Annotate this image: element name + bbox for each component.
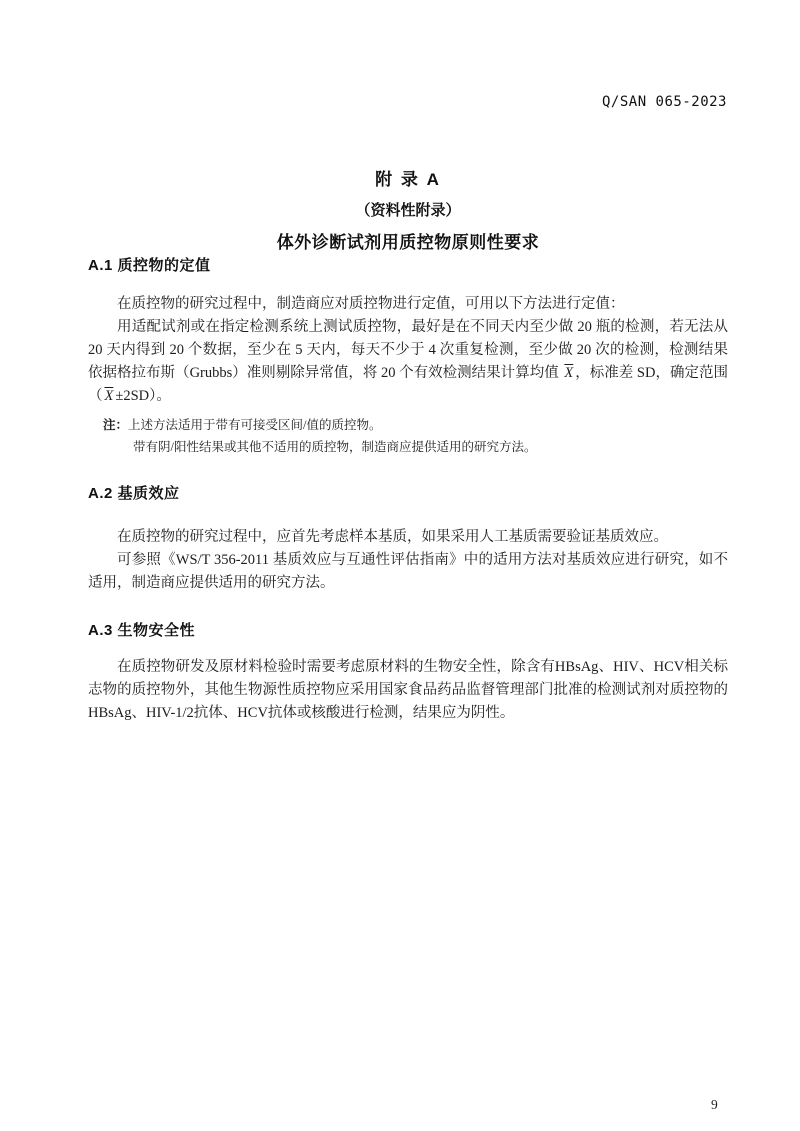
section-a1-paragraph-2 — [88, 316, 728, 408]
section-a2-paragraph-1: 在质控物的研究过程中，应首先考虑样本基质，如果采用人工基质需要验证基质效应。 — [117, 529, 668, 545]
section-a3-paragraph-1: 在质控物研发及原材料检验时需要考虑原材料的生物安全性，除含有HBsAg、HIV、HCV相关标志物的质控物外，其他生物源性质控物应采用国家食品药品监督管理部门批准的检测试剂对质控物的HBsAg、HIV-1/2抗体、HCV抗体或核酸进行检测，结果应为阴性。 — [88, 659, 728, 721]
appendix-type-subtitle: （资料性附录） — [355, 202, 461, 219]
note-text: 上述方法适用于带有可接受区间/值的质控物。 — [128, 418, 382, 432]
appendix-title-block — [88, 165, 728, 253]
section-a3-heading: A.3 生物安全性 — [88, 622, 196, 639]
section-a1-heading: A.1 质控物的定值 — [88, 257, 211, 274]
appendix-title: 附 录 A — [375, 170, 441, 189]
section-a2-heading: A.2 基质效应 — [88, 485, 180, 502]
note-line-2: 带有阴/阳性结果或其他不适用的质控物，制造商应提供适用的研究方法。 — [133, 439, 537, 454]
doc-number-header: Q/SAN 065-2023 — [601, 94, 727, 110]
paragraph-text: ，标准差 SD，确定范围（ — [88, 365, 728, 404]
x-bar-mean-symbol: $\overline{X}$ — [564, 365, 574, 381]
x-bar-mean-symbol: $\overline{X}$ — [104, 388, 114, 404]
note-block — [88, 415, 728, 458]
paragraph-text: 用适配试剂或在指定检测系统上测试质控物，最好是在不同天内至少做 20 瓶的检测，若无法从 20 天内得到 20 个数据，至少在 5 天内，每天不少于 4 次重复检测，至少做 20 次的检测，检测结果依据格拉布斯（Grubbs）准则剔除异常值，将 20 个有效检测结果计算均值 — [88, 319, 728, 381]
note-line-1 — [103, 415, 728, 437]
note-label: 注： — [103, 418, 129, 432]
document-body — [88, 256, 728, 725]
paragraph-text: ±2SD）。 — [115, 388, 171, 404]
appendix-subject-title: 体外诊断试剂用质控物原则性要求 — [276, 233, 540, 252]
page-number: 9 — [711, 1097, 718, 1112]
section-a2-paragraph-2: 可参照《WS/T 356-2011 基质效应与互通性评估指南》中的适用方法对基质效应进行研究，如不适用，制造商应提供适用的研究方法。 — [88, 552, 728, 591]
section-a1-paragraph-1: 在质控物的研究过程中，制造商应对质控物进行定值，可用以下方法进行定值： — [117, 296, 625, 312]
